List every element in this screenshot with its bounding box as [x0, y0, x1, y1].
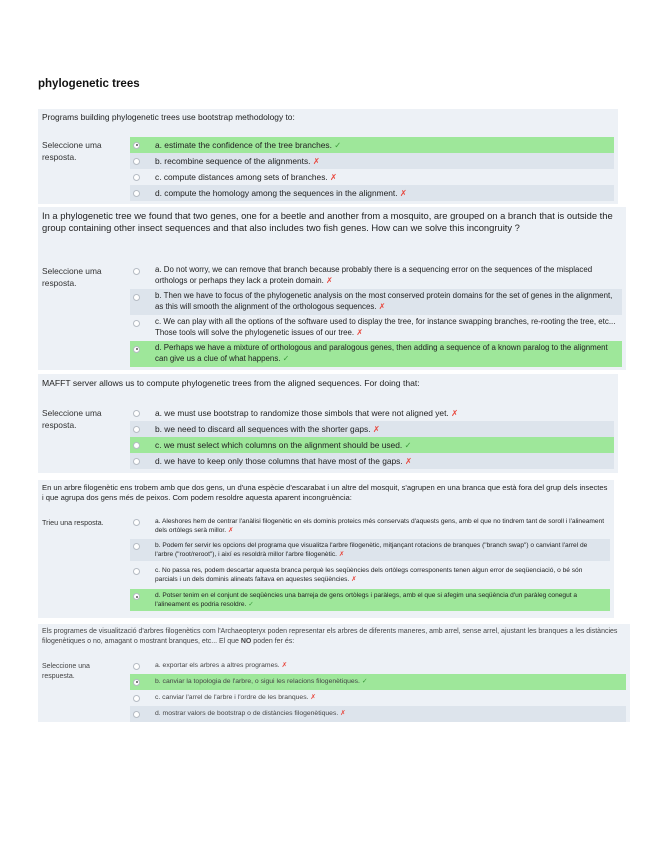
option-text: d. mostrar valors de bootstrap o de distàncies filogenètiques. — [155, 710, 339, 717]
option-a[interactable] — [130, 515, 610, 537]
option-d[interactable] — [130, 341, 622, 367]
radio-button[interactable] — [133, 410, 140, 417]
answer-prompt: Seleccione uma resposta. — [42, 408, 102, 430]
option-c[interactable] — [130, 169, 614, 185]
cross-icon: ✗ — [351, 576, 357, 584]
check-icon: ✓ — [361, 678, 368, 685]
option-text: c. canviar l'arrel de l'arbre i l'ordre de les branques. — [155, 694, 309, 701]
option-d[interactable] — [130, 589, 610, 611]
question-block-2 — [38, 207, 626, 370]
radio-button[interactable] — [133, 711, 140, 718]
option-a[interactable] — [130, 137, 614, 153]
option-text: d. Perhaps we have a mixture of orthologous and paralogous genes, then adding a sequence of a known paralog to the alignment can give us a clue of what happens. — [155, 343, 608, 363]
radio-button[interactable] — [133, 320, 140, 327]
radio-button[interactable] — [133, 294, 140, 301]
question-text: In a phylogenetic tree we found that two genes, one for a beetle and another from a mosquito, are grouped on a branch that is outside the group containing other insect sequences and that also includes two fish genes. How can we solve this incongruity ? — [42, 210, 613, 234]
cross-icon: ✗ — [281, 662, 288, 669]
option-text: a. Do not worry, we can remove that branch because probably there is a sequencing error on the sequences of the misplaced orthologs or perhaps they lack a protein domain. — [155, 265, 593, 285]
radio-button[interactable] — [133, 142, 140, 149]
radio-button[interactable] — [133, 174, 140, 181]
radio-button[interactable] — [133, 679, 140, 686]
option-text: b. recombine sequence of the alignments. — [155, 156, 311, 166]
option-c[interactable] — [130, 564, 610, 586]
option-text: b. Podem fer servir les opcions del programa que visualitza l'arbre filogenètic, mitjançant rotacions de branques ("branch swap") o canviant l'arrel de l'arbre ("root/reroot"), i així es resoldrà millor l'arbre filogenètic. — [155, 542, 588, 559]
radio-button[interactable] — [133, 695, 140, 702]
check-icon: ✓ — [282, 353, 290, 363]
cross-icon: ✗ — [326, 275, 333, 285]
option-text: b. we need to discard all sequences with the shorter gaps. — [155, 424, 371, 434]
cross-icon: ✗ — [312, 156, 320, 166]
radio-button[interactable] — [133, 519, 140, 526]
option-c[interactable] — [130, 690, 626, 706]
page-title: phylogenetic trees — [38, 78, 140, 90]
radio-button[interactable] — [133, 190, 140, 197]
cross-icon: ✗ — [310, 694, 317, 701]
option-d[interactable] — [130, 706, 626, 722]
radio-button[interactable] — [133, 663, 140, 670]
option-text: b. canviar la topologia de l'arbre, o sigui les relacions filogenètiques. — [155, 678, 360, 685]
option-b[interactable] — [130, 539, 610, 561]
option-text: c. we must select which columns on the alignment should be used. — [155, 440, 403, 450]
cross-icon: ✗ — [330, 172, 338, 182]
option-text: d. Potser tenim en el conjunt de seqüències una barreja de gens ortòlegs i paràlegs, amb el que si afegim una seqüència d'un paràleg conegut a l'alineament es podria resoldre. — [155, 592, 578, 609]
check-icon: ✓ — [334, 140, 342, 150]
radio-button[interactable] — [133, 426, 140, 433]
radio-button[interactable] — [133, 593, 140, 600]
option-text: c. No passa res, podem descartar aquesta branca perquè les seqüències dels ortòlegs corresponents tenen algun error de seqüenciació, o bé són parcials i un dels dominis alineats faltava en aquestes seqüències. — [155, 567, 583, 584]
option-text: a. estimate the confidence of the tree branches. — [155, 140, 332, 150]
radio-button[interactable] — [133, 458, 140, 465]
cross-icon: ✗ — [227, 527, 234, 535]
cross-icon: ✗ — [338, 551, 345, 559]
option-d[interactable] — [130, 453, 614, 469]
question-text: En un arbre filogenètic ens trobem amb que dos gens, un d'una espècie d'escarabat i un altre del mosquit, s'agrupen en una branca que està fora del grup dels insectes i que agrupa dos gens més de peixos. Com podem resoldre aquesta aparent incongruència: — [42, 483, 608, 502]
option-text: a. we must use bootstrap to randomize those simbols that were not aligned yet. — [155, 408, 449, 418]
option-c[interactable] — [130, 315, 622, 341]
option-text: c. We can play with all the options of the software used to display the tree, for instance swapping branches, re-rooting the tree, etc... Those tools will solve the phylogenetic issues of our tree. — [155, 317, 616, 337]
option-text: d. we have to keep only those columns that have most of the gaps. — [155, 456, 403, 466]
radio-button[interactable] — [133, 268, 140, 275]
question-text: Programs building phylogenetic trees use bootstrap methodology to: — [42, 112, 295, 122]
question-block-3 — [38, 374, 618, 473]
radio-button[interactable] — [133, 346, 140, 353]
option-text: a. exportar els arbres a altres programes. — [155, 662, 280, 669]
option-d[interactable] — [130, 185, 614, 201]
option-text: d. compute the homology among the sequences in the alignment. — [155, 188, 398, 198]
answer-prompt: Trieu una resposta. — [42, 518, 104, 527]
cross-icon: ✗ — [340, 710, 346, 717]
question-block-1 — [38, 109, 618, 204]
answer-prompt: Seleccione uma resposta. — [42, 140, 102, 162]
radio-button[interactable] — [133, 543, 140, 550]
option-a[interactable] — [130, 658, 626, 674]
option-a[interactable] — [130, 263, 622, 289]
question-text: MAFFT server allows us to compute phylogenetic trees from the aligned sequences. For doing that: — [42, 378, 420, 388]
radio-button[interactable] — [133, 158, 140, 165]
check-icon: ✓ — [404, 440, 412, 450]
option-text: a. Aleshores hem de centrar l'anàlisi filogenètic en els dominis proteics més conservats d'aquests gens, amb el que no tindrem tant de soroll i l'alineament dels ortòlegs serà millor. — [155, 518, 605, 535]
cross-icon: ✗ — [372, 424, 380, 434]
option-b[interactable] — [130, 153, 614, 169]
cross-icon: ✗ — [399, 188, 407, 198]
option-c[interactable] — [130, 437, 614, 453]
answer-prompt: Seleccione uma resposta. — [42, 266, 102, 288]
option-b[interactable] — [130, 674, 626, 690]
radio-button[interactable] — [133, 568, 140, 575]
cross-icon: ✗ — [451, 408, 459, 418]
check-icon: ✓ — [248, 601, 254, 609]
option-b[interactable] — [130, 421, 614, 437]
cross-icon: ✗ — [378, 301, 386, 311]
option-b[interactable] — [130, 289, 622, 315]
question-block-5 — [38, 624, 630, 722]
option-text: b. Then we have to focus of the phylogenetic analysis on the most conserved protein domains for the set of genes in the alignment, as this will smooth the alignment of the orthologous sequences. — [155, 291, 613, 311]
question-text: Els programes de visualització d'arbres filogenètics com l'Archaeopteryx poden representar els arbres de diferents maneres, amb arrel, sense arrel, ajustant les branques a les distàncies filogenètiques o no, amagant o mostrant branques, etc... El que NO poden fer és: — [42, 628, 618, 645]
cross-icon: ✗ — [356, 327, 363, 337]
cross-icon: ✗ — [405, 456, 413, 466]
radio-button[interactable] — [133, 442, 140, 449]
option-a[interactable] — [130, 405, 614, 421]
option-text: c. compute distances among sets of branches. — [155, 172, 328, 182]
question-block-4 — [38, 480, 614, 618]
answer-prompt: Seleccione una respuesta. — [42, 663, 90, 680]
